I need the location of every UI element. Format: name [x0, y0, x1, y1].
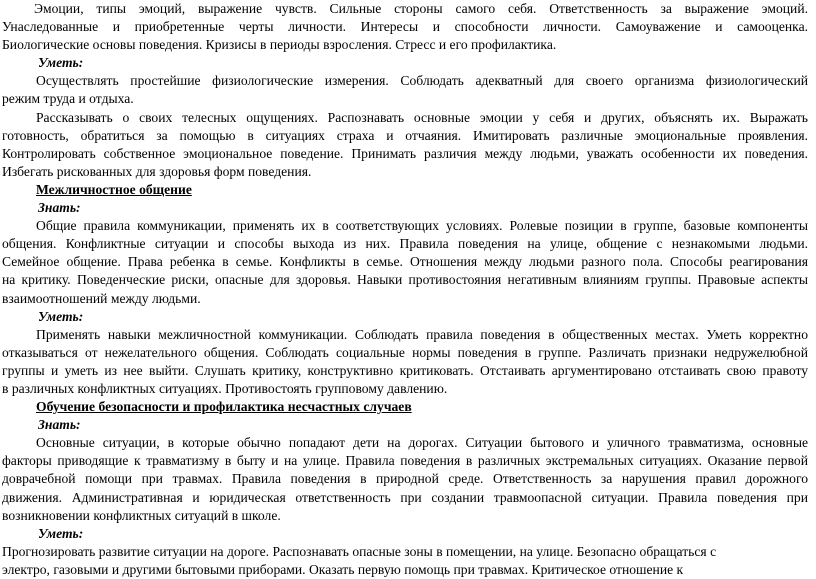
text-line: на критику. Поведенческие риски, опасные для здоровья. Навыки противостояния негативным влияниям группы. Правовые аспекты [2, 272, 808, 288]
section-label: Знать: [38, 200, 81, 216]
section-label: Знать: [38, 417, 81, 433]
text-line: Основные ситуации, в которые обычно попадают дети на дорогах. Ситуации бытового и уличного травматизма, основные [36, 435, 808, 451]
text-line: готовность, обратиться за помощью в ситуациях страха и отчаяния. Имитировать различные эмоциональные проявления. [2, 127, 808, 143]
section-heading: Межличностное общение [36, 181, 192, 197]
section-label: Уметь: [38, 525, 84, 541]
text-line: режим труда и отдыха. [2, 91, 134, 107]
text-line: Унаследованные и приобретенные черты личности. Интересы и способности личности. Самоуважение и самооценка. [2, 19, 808, 35]
section-label: Уметь: [38, 308, 84, 324]
text-line: Контролировать собственное эмоциональное поведение. Принимать различия между людьми, уважать особенности их поведения. [2, 145, 808, 161]
text-line: доврачебной помощи при травмах. Правила поведения в природной среде. Ответственность за нарушения правил дорожного [2, 471, 808, 487]
section-label: Уметь: [38, 55, 84, 71]
text-line: Прогнозировать развитие ситуации на дороге. Распознавать опасные зоны в помещении, на улице. Безопасно обращаться с [2, 543, 717, 559]
text-line: Эмоции, типы эмоций, выражение чувств. Сильные стороны самого себя. Ответственность за выражение эмоций. [34, 1, 808, 16]
text-line: Биологические основы поведения. Кризисы в периоды взросления. Стресс и его профилактика. [2, 37, 557, 53]
section-heading: Обучение безопасности и профилактика несчастных случаев [36, 399, 412, 415]
text-line: Семейное общение. Права ребенка в семье. Конфликты в семье. Отношения между людьми разного пола. Способы реагирования [2, 254, 808, 270]
text-line: взаимоотношений между людьми. [2, 290, 201, 306]
text-line: Применять навыки межличностной коммуникации. Соблюдать правила поведения в общественных местах. Уметь корректно [36, 326, 808, 342]
text-line: факторы приводящие к травматизму в быту и на улице. Правила поведения в различных экстремальных ситуациях. Оказание первой [2, 453, 808, 469]
text-line: Избегать рискованных для здоровья форм поведения. [2, 163, 312, 179]
text-line: движения. Административная и юридическая ответственность при создании травмоопасной ситуации. Правила поведения при [2, 489, 808, 505]
text-line: отказываться от нежелательного общения. Соблюдать социальные нормы поведения в группе. Различать признаки недружелюбной [2, 344, 808, 360]
text-line: группы и уметь из нее выйти. Слушать критику, конструктивно критиковать. Отстаивать аргументировано отстаивать свою правоту [2, 362, 808, 378]
text-line: общения. Конфликтные ситуации и способы выхода из них. Правила поведения на улице, общение с незнакомыми людьми. [2, 236, 808, 252]
text-line: Общие правила коммуникации, применять их в соответствующих условиях. Ролевые позиции в группе, базовые компоненты [36, 218, 808, 234]
text-line: электро, газовыми и другими бытовыми приборами. Оказать первую помощь при травмах. Критическое отношение к [2, 561, 684, 577]
text-line: возникновении конфликтных ситуаций в школе. [2, 507, 281, 523]
text-line: Осуществлять простейшие физиологические измерения. Соблюдать адекватный для своего организма физиологический [36, 73, 808, 89]
text-line: в различных конфликтных ситуациях. Противостоять групповому давлению. [2, 380, 448, 396]
text-line: Рассказывать о своих телесных ощущениях. Распознавать основные эмоции у себя и других, объяснять их. Выражать [36, 109, 808, 125]
